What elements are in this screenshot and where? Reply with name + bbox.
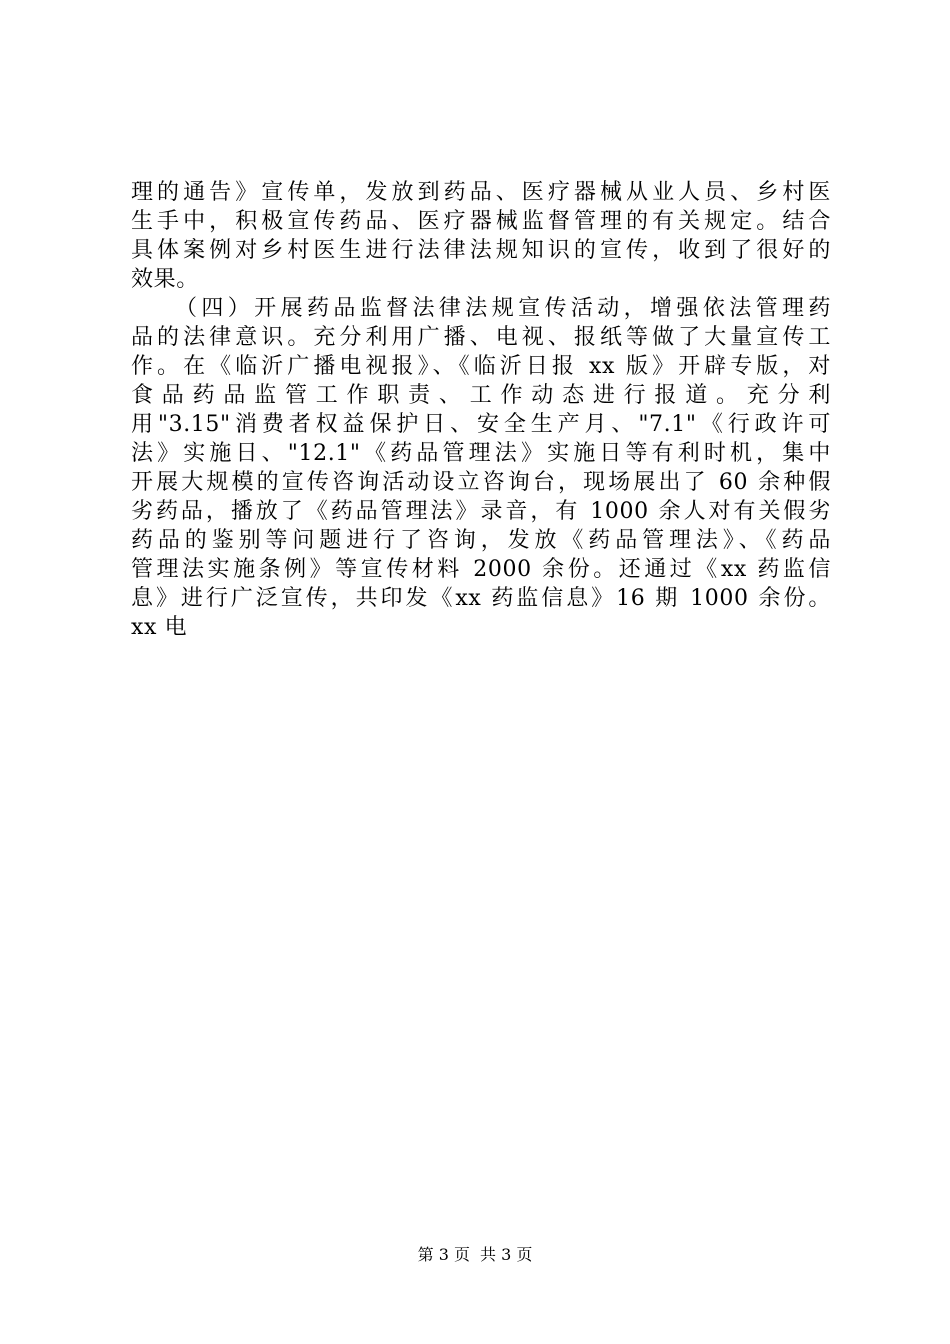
text-line: 食品药品监管工作职责、工作动态进行报道。充分利	[131, 383, 831, 408]
page-total: 共 3 页	[480, 1245, 533, 1264]
page-number: 第 3 页	[417, 1245, 470, 1264]
text-line: 息》进行广泛宣传，共印发《xx 药监信息》16 期 1000 余份。	[131, 586, 831, 611]
paragraph	[131, 294, 831, 642]
text-line: 具体案例对乡村医生进行法律法规知识的宣传，收到了很好的	[131, 238, 831, 263]
text-line: 法》实施日、"12.1"《药品管理法》实施日等有利时机，集中	[131, 441, 831, 466]
text-line: 作。在《临沂广播电视报》、《临沂日报 xx 版》开辟专版，对	[131, 354, 831, 379]
document-body	[131, 178, 831, 642]
text-line: 效果。	[131, 267, 199, 292]
text-line: 管理法实施条例》等宣传材料 2000 余份。还通过《xx 药监信	[131, 557, 831, 582]
text-line: 开展大规模的宣传咨询活动设立咨询台，现场展出了 60 余种假	[131, 470, 831, 495]
paragraph	[131, 178, 831, 294]
text-line: 理的通告》宣传单，发放到药品、医疗器械从业人员、乡村医	[131, 180, 831, 205]
text-line: 品的法律意识。充分利用广播、电视、报纸等做了大量宣传工	[131, 325, 831, 350]
text-line: xx 电	[131, 615, 188, 640]
page-footer	[0, 1245, 950, 1265]
text-line: 生手中，积极宣传药品、医疗器械监督管理的有关规定。结合	[131, 209, 831, 234]
text-line: （四）开展药品监督法律法规宣传活动，增强依法管理药	[175, 296, 831, 321]
text-line: 药品的鉴别等问题进行了咨询，发放《药品管理法》、《药品	[131, 528, 831, 553]
text-line: 劣药品，播放了《药品管理法》录音，有 1000 余人对有关假劣	[131, 499, 831, 524]
text-line: 用"3.15"消费者权益保护日、安全生产月、"7.1"《行政许可	[131, 412, 831, 437]
